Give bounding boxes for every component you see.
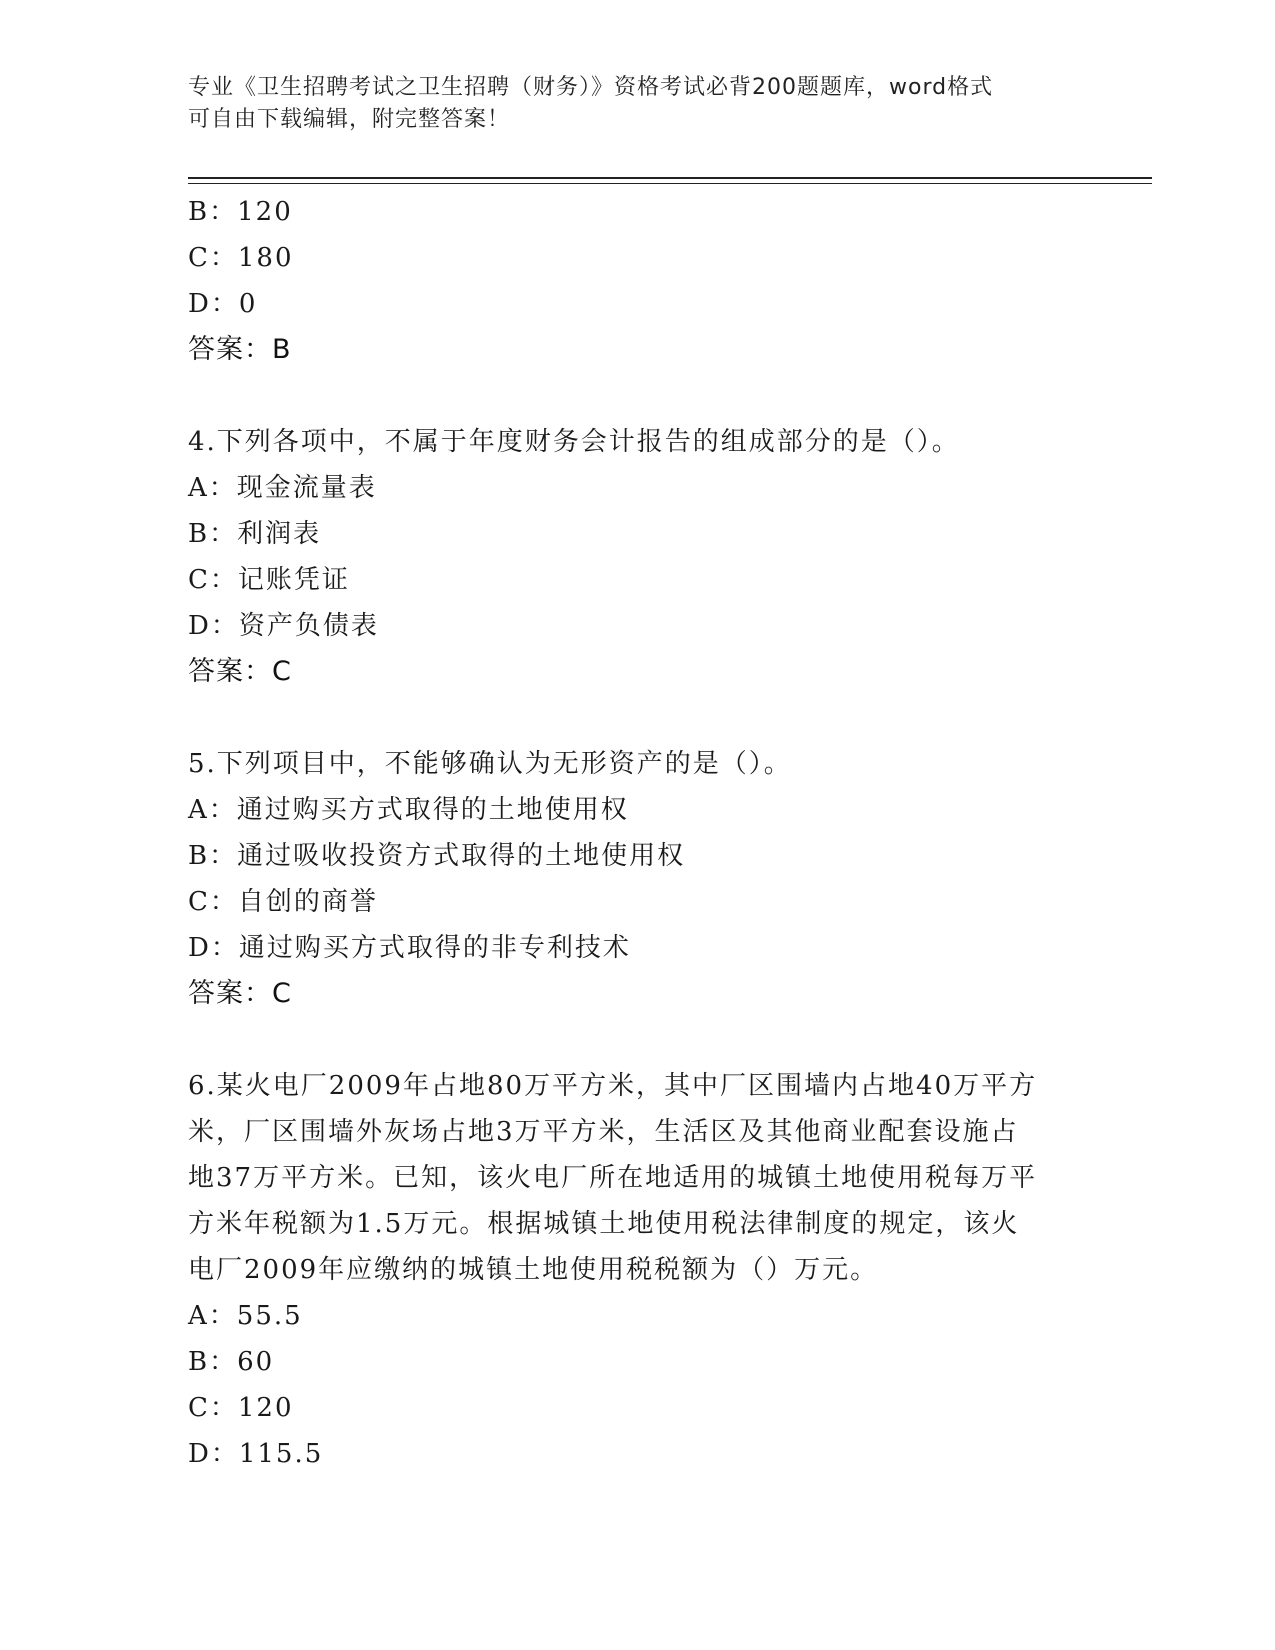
spacer: [188, 695, 1068, 741]
option-d: D：0: [188, 289, 258, 319]
option-c: C：120: [188, 1393, 294, 1423]
question-4: [188, 419, 1068, 695]
option-b: B：利润表: [188, 519, 322, 549]
option-a: A：通过购买方式取得的土地使用权: [188, 795, 629, 825]
question-5: [188, 741, 1068, 1017]
question-content: [188, 189, 1068, 1477]
option-a: A：55.5: [188, 1301, 303, 1331]
spacer: [188, 373, 1068, 419]
answer-line: 答案：C: [188, 978, 292, 1009]
option-b: B：60: [188, 1347, 275, 1377]
answer-line: 答案：B: [188, 334, 292, 365]
option-b: B：通过吸收投资方式取得的土地使用权: [188, 841, 686, 871]
header-line-1: 专业《卫生招聘考试之卫生招聘（财务）》资格考试必背200题题库，word格式: [188, 75, 994, 100]
option-c: C：180: [188, 243, 294, 273]
question-3-tail: [188, 189, 1068, 373]
document-header: [188, 72, 1068, 136]
question-stem: 5.下列项目中，不能够确认为无形资产的是（）。: [188, 749, 792, 779]
question-stem-line-1: 6.某火电厂2009年占地80万平方米，其中厂区围墙内占地40万平方: [188, 1071, 1038, 1101]
option-c: C：记账凭证: [188, 565, 350, 595]
question-6: [188, 1063, 1068, 1477]
question-stem: 4.下列各项中，不属于年度财务会计报告的组成部分的是（）。: [188, 427, 960, 457]
option-d: D：通过购买方式取得的非专利技术: [188, 933, 631, 963]
header-rule-thick: [188, 177, 1152, 179]
option-a: A：现金流量表: [188, 473, 377, 503]
option-c: C：自创的商誉: [188, 887, 378, 917]
question-stem-line-5: 电厂2009年应缴纳的城镇土地使用税税额为（）万元。: [188, 1255, 879, 1285]
spacer: [188, 1017, 1068, 1063]
option-d: D：资产负债表: [188, 611, 379, 641]
question-stem-line-3: 地37万平方米。已知，该火电厂所在地适用的城镇土地使用税每万平: [188, 1163, 1038, 1193]
option-b: B：120: [188, 197, 293, 227]
question-stem-line-4: 方米年税额为1.5万元。根据城镇土地使用税法律制度的规定，该火: [188, 1209, 1020, 1239]
question-stem-line-2: 米，厂区围墙外灰场占地3万平方米，生活区及其他商业配套设施占: [188, 1117, 1019, 1147]
header-rule-thin: [188, 183, 1152, 184]
option-d: D：115.5: [188, 1439, 324, 1469]
answer-line: 答案：C: [188, 656, 292, 687]
header-line-2: 可自由下载编辑，附完整答案！: [188, 107, 511, 132]
